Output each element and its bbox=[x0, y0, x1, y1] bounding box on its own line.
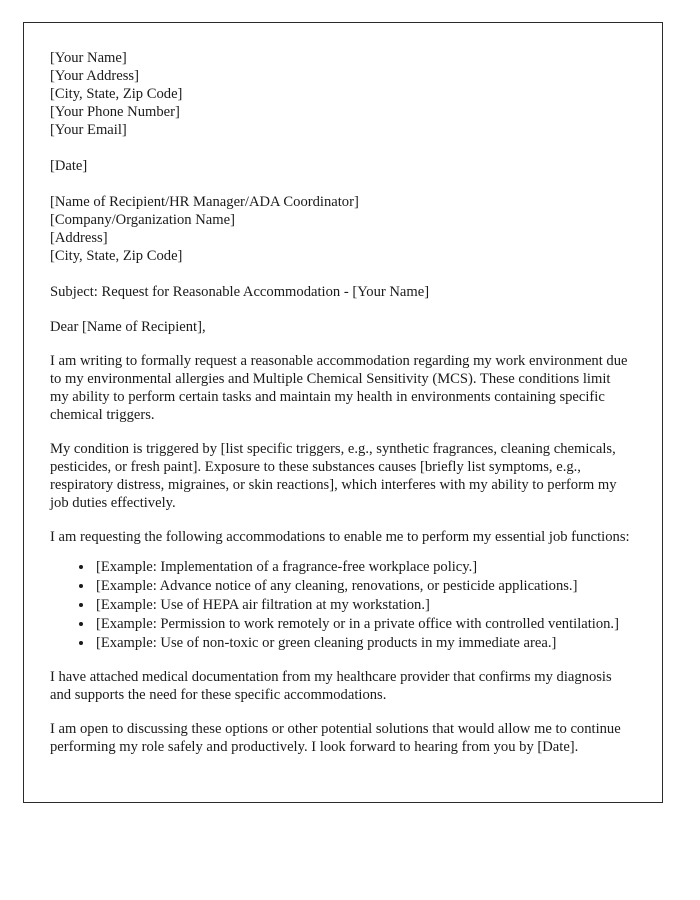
subject-line: Subject: Request for Reasonable Accommodation - [Your Name] bbox=[50, 284, 430, 300]
list-item: • [Example: Advance notice of any cleaning, renovations, or pesticide applications.] bbox=[94, 577, 634, 595]
sender-phone: [Your Phone Number] bbox=[50, 104, 180, 120]
recipient-street: [Address] bbox=[50, 230, 108, 246]
list-item: • [Example: Use of non-toxic or green cleaning products in my immediate area.] bbox=[94, 634, 634, 652]
list-item: • [Example: Use of HEPA air filtration at my workstation.] bbox=[94, 596, 634, 614]
recipient-city-state-zip: [City, State, Zip Code] bbox=[50, 248, 183, 264]
list-item: • [Example: Implementation of a fragrance-free workplace policy.] bbox=[94, 558, 634, 576]
letter-date: [Date] bbox=[50, 158, 88, 174]
sender-street: [Your Address] bbox=[50, 68, 139, 84]
paragraph-triggers: My condition is triggered by [list specific triggers, e.g., synthetic fragrances, cleaning chemicals, pesticides, or fresh paint]. Exposure to these substances causes [briefly list symptoms, e.g., respiratory distress, migraines, or skin reactions], which interferes with my ability to perform my job duties effectively. bbox=[50, 441, 617, 511]
salutation: Dear [Name of Recipient], bbox=[50, 319, 206, 335]
sender-city-state-zip: [City, State, Zip Code] bbox=[50, 86, 183, 102]
paragraph-closing: I am open to discussing these options or other potential solutions that would allow me to continue performing my role safely and productively. I look forward to hearing from you by [Date]. bbox=[50, 721, 621, 755]
document-page bbox=[23, 22, 663, 803]
recipient-address-block bbox=[50, 193, 634, 265]
accommodations-list bbox=[50, 558, 634, 652]
recipient-name: [Name of Recipient/HR Manager/ADA Coordinator] bbox=[50, 194, 359, 210]
document-body bbox=[24, 23, 662, 756]
paragraph-documentation: I have attached medical documentation from my healthcare provider that confirms my diagnosis and supports the need for these specific accommodations. bbox=[50, 669, 612, 703]
recipient-organization: [Company/Organization Name] bbox=[50, 212, 235, 228]
sender-email: [Your Email] bbox=[50, 122, 127, 138]
sender-address-block bbox=[50, 49, 634, 139]
paragraph-intro: I am writing to formally request a reasonable accommodation regarding my work environment due to my environmental allergies and Multiple Chemical Sensitivity (MCS). These conditions limit my ability to perform certain tasks and maintain my health in environments containing specific chemical triggers. bbox=[50, 353, 628, 423]
paragraph-request-intro: I am requesting the following accommodations to enable me to perform my essential job functions: bbox=[50, 529, 630, 545]
sender-name: [Your Name] bbox=[50, 50, 127, 66]
list-item: • [Example: Permission to work remotely or in a private office with controlled ventilation.] bbox=[94, 615, 634, 633]
